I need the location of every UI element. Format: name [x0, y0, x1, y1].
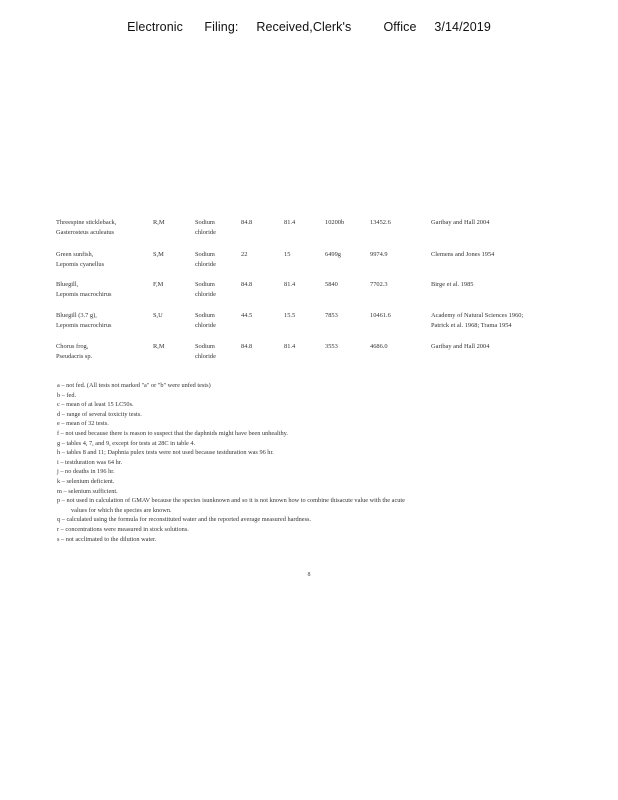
- hardness-value: 84.8: [241, 343, 253, 350]
- chemical-name: Sodium: [195, 312, 215, 319]
- footnote: f – not used because there is reason to suspect that the daphnids might have been unhealthy.: [57, 429, 288, 437]
- hardness-value: 44.5: [241, 312, 253, 319]
- species-name: Bluegill (3.7 g),: [56, 312, 97, 319]
- reference: Garibay and Hall 2004: [431, 343, 490, 350]
- chemical-name-line2: chloride: [195, 261, 216, 268]
- reference: Garibay and Hall 2004: [431, 219, 490, 226]
- adjusted-value: 10461.6: [370, 312, 391, 319]
- footnote: m – selenium sufficient.: [57, 487, 118, 495]
- footnote: g – tables 4, 7, and 9, except for tests at 28C in table 4.: [57, 439, 196, 447]
- test-method-code: S,M: [153, 251, 164, 258]
- test-method-code: S,U: [153, 312, 163, 319]
- test-method-code: R,M: [153, 219, 165, 226]
- reference: Academy of Natural Sciences 1960;: [431, 312, 524, 319]
- measured-value: 15: [284, 251, 291, 258]
- hardness-value: 22: [241, 251, 248, 258]
- measured-value: 81.4: [284, 219, 296, 226]
- chemical-name-line2: chloride: [195, 322, 216, 329]
- species-scientific-name: Lepomis cyanellus: [56, 261, 105, 268]
- lc50-value: 7853: [325, 312, 338, 319]
- chemical-name-line2: chloride: [195, 229, 216, 236]
- species-scientific-name: Pseudacris sp.: [56, 353, 93, 360]
- footnote-continuation: values for which the species are known.: [71, 506, 172, 514]
- lc50-value: 6499g: [325, 251, 341, 258]
- measured-value: 81.4: [284, 281, 296, 288]
- species-name: Green sunfish,: [56, 251, 94, 258]
- hardness-value: 84.8: [241, 281, 253, 288]
- footnote: a – not fed. (All tests not marked "a" or "b" were unfed tests): [57, 382, 211, 389]
- species-scientific-name: Gasterosteus aculeatus: [56, 229, 115, 236]
- species-name: Bluegill,: [56, 281, 79, 288]
- adjusted-value: 7702.3: [370, 281, 388, 288]
- chemical-name: Sodium: [195, 219, 215, 226]
- footnote: i – testduration was 64 hr.: [57, 458, 123, 466]
- lc50-value: 3553: [325, 343, 338, 350]
- footnotes: [57, 381, 577, 544]
- page-number: 8: [307, 572, 311, 578]
- chemical-name: Sodium: [195, 251, 215, 258]
- footnote: j – no deaths in 196 hr.: [57, 468, 115, 476]
- lc50-value: 10200b: [325, 219, 345, 226]
- footnote: b – fed.: [57, 391, 77, 399]
- filing-header: Electronic Filing: Received,Clerk's Office 3/14/2019: [127, 20, 491, 34]
- footnote: q – calculated using the formula for reconstituted water and the reported average measured hardness.: [57, 516, 312, 524]
- footnote: s – not acclimated to the dilution water.: [57, 535, 157, 543]
- footnote: e – mean of 32 tests.: [57, 420, 109, 428]
- hardness-value: 84.8: [241, 219, 253, 226]
- footnote: r – concentrations were measured in stock solutions.: [57, 525, 189, 533]
- reference: Birge et al. 1985: [431, 281, 474, 288]
- adjusted-value: 9974.9: [370, 251, 388, 258]
- measured-value: 81.4: [284, 343, 296, 350]
- chemical-name-line2: chloride: [195, 353, 216, 360]
- footnote: k – selenium deficient.: [57, 477, 115, 485]
- species-scientific-name: Lepomis macrochirus: [56, 322, 112, 329]
- chemical-name-line2: chloride: [195, 291, 216, 298]
- footnote: p – not used in calculation of GMAV because the species isunknown and so it is not known how to combine thisacute value with the acute: [57, 497, 405, 505]
- footnote: d – range of several toxicity tests.: [57, 410, 142, 418]
- reference-line2: Patrick et al. 1968; Trama 1954: [431, 322, 512, 329]
- adjusted-value: 4686.0: [370, 343, 388, 350]
- chemical-name: Sodium: [195, 343, 215, 350]
- species-name: Chorus frog,: [56, 343, 89, 350]
- test-method-code: F,M: [153, 281, 164, 288]
- reference: Clemens and Jones 1954: [431, 251, 495, 258]
- adjusted-value: 13452.6: [370, 219, 391, 226]
- chemical-name: Sodium: [195, 281, 215, 288]
- footnote: h – tables 8 and 11; Daphnia pulex tests were not used because testduration was 96 hr.: [57, 449, 274, 457]
- lc50-value: 5840: [325, 281, 338, 288]
- footnote: c – mean of at least 15 LC50s.: [57, 401, 134, 409]
- species-name: Threespine stickleback,: [56, 219, 117, 226]
- test-method-code: R,M: [153, 343, 165, 350]
- measured-value: 15.5: [284, 312, 296, 319]
- species-scientific-name: Lepomis macrochirus: [56, 291, 112, 298]
